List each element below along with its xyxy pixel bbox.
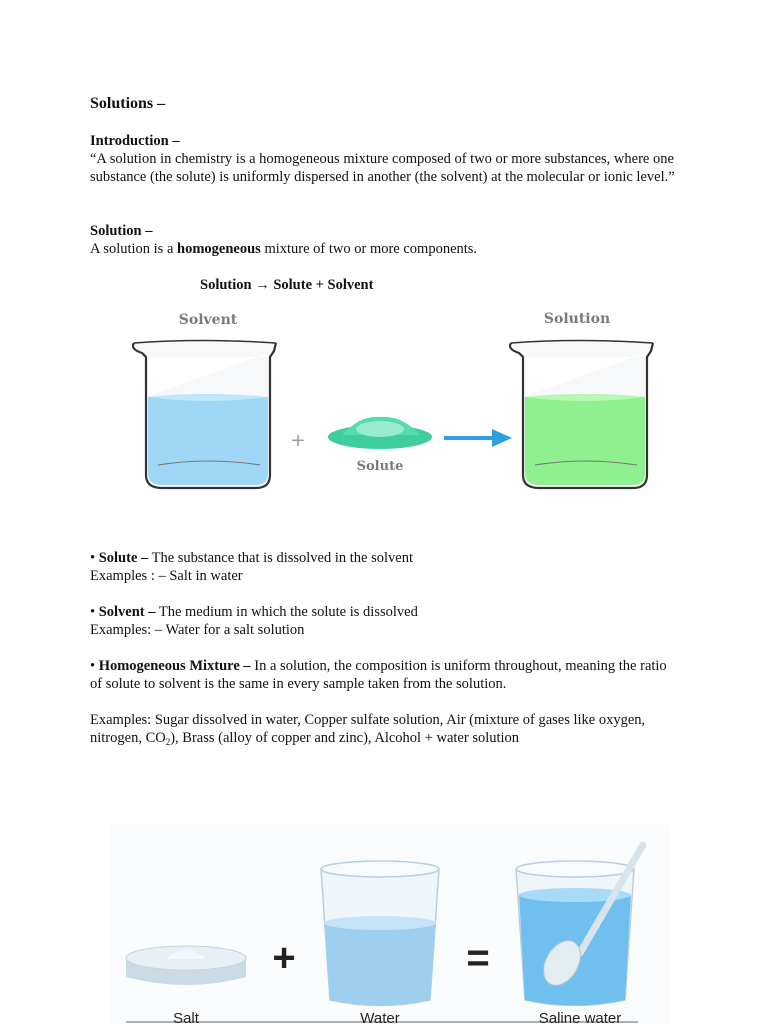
solution-beaker bbox=[510, 341, 653, 489]
solution-diagram bbox=[120, 305, 670, 495]
solution-definition bbox=[90, 240, 680, 258]
solution-label: Solution bbox=[543, 311, 611, 327]
solution-text-post: mixture of two or more components. bbox=[260, 241, 478, 257]
mixture-bullet bbox=[90, 657, 680, 693]
water-label: Water bbox=[360, 1010, 400, 1024]
solute-bullet bbox=[90, 549, 680, 585]
solvent-bullet bbox=[90, 603, 680, 639]
mixture-definition: In a solution, the composition is uniform throughout, meaning the ratio of solute to solvent is the same in every sample taken from the solution. bbox=[90, 658, 667, 692]
salt-pile bbox=[126, 946, 246, 985]
bullet-marker: • bbox=[90, 658, 99, 674]
solvent-label: Solvent bbox=[178, 312, 238, 328]
solvent-term: Solvent – bbox=[98, 604, 156, 620]
solute-label: Solute bbox=[356, 459, 404, 474]
solute-powder bbox=[328, 417, 432, 449]
intro-heading: Introduction – bbox=[90, 133, 180, 149]
solute-example: Examples : – Salt in water bbox=[90, 568, 243, 584]
solution-section bbox=[90, 222, 680, 258]
solution-heading: Solution – bbox=[90, 223, 153, 239]
solvent-example: Examples: – Water for a salt solution bbox=[90, 622, 305, 638]
equation: Solution → Solute + Solvent bbox=[200, 277, 374, 293]
saline-glass bbox=[516, 845, 643, 1006]
solvent-definition: The medium in which the solute is dissolved bbox=[155, 604, 418, 620]
solvent-liquid bbox=[148, 394, 268, 485]
examples-text-pre: Examples: Sugar dissolved in water, Copper sulfate solution, Air (mixture of gases like oxygen, nitrogen, CO bbox=[90, 712, 646, 746]
equals-sign: = bbox=[466, 936, 490, 980]
solution-text-bold: homogeneous bbox=[177, 241, 261, 257]
solvent-beaker bbox=[133, 341, 276, 489]
co2-subscript: 2 bbox=[165, 737, 171, 747]
plus-sign: + bbox=[290, 430, 306, 451]
solute-term: Solute – bbox=[98, 550, 149, 566]
mixture-term: Homogeneous Mixture – bbox=[98, 658, 251, 674]
solution-liquid bbox=[525, 394, 645, 485]
examples-text-post: ), Brass (alloy of copper and zinc), Alcohol + water solution bbox=[170, 730, 520, 746]
plus-sign: + bbox=[272, 936, 296, 980]
solute-definition: The substance that is dissolved in the solvent bbox=[148, 550, 413, 566]
salt-label: Salt bbox=[173, 1010, 199, 1024]
examples-paragraph bbox=[90, 711, 680, 747]
saline-water-label: Saline water bbox=[538, 1010, 622, 1024]
intro-section bbox=[90, 132, 680, 186]
solution-text-pre: A solution is a bbox=[90, 241, 178, 257]
water-glass bbox=[321, 861, 439, 1006]
intro-text: “A solution in chemistry is a homogeneous mixture composed of two or more substances, where one substance (the solute) is uniformly dispersed in another (the solvent) at the molecular or ionic level.” bbox=[90, 151, 675, 185]
saline-diagram bbox=[110, 825, 670, 1024]
page-title: Solutions – bbox=[90, 95, 166, 112]
bullet-marker: • bbox=[90, 550, 99, 566]
reaction-arrow bbox=[444, 429, 512, 447]
bullet-marker: • bbox=[90, 604, 99, 620]
